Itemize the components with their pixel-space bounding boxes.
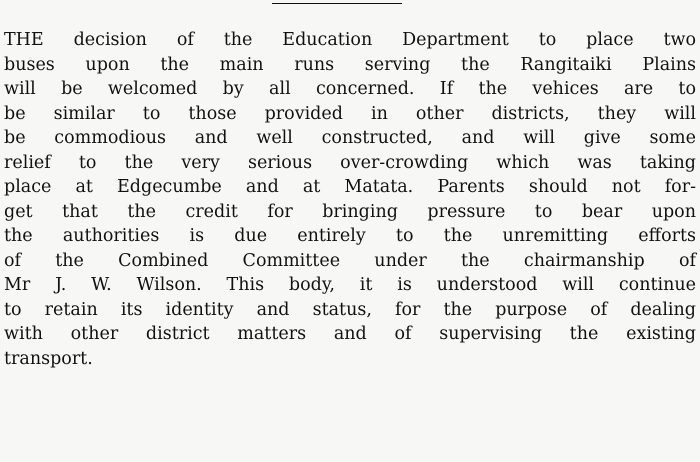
article-line: the authorities is due entirely to the unremitting efforts	[4, 226, 696, 246]
column-rule	[272, 3, 402, 4]
article-line: get that the credit for bringing pressure to bear upon	[4, 201, 696, 222]
article-paragraph	[4, 28, 696, 371]
article-line: will be welcomed by all concerned. If the vehices are to	[4, 79, 696, 99]
article-line: buses upon the main runs serving the Rangitaiki Plains	[4, 54, 696, 75]
article-line: of the Combined Committee under the chairmanship of	[4, 250, 696, 271]
article-line: be similar to those provided in other districts, they will	[4, 103, 696, 124]
article-line: to retain its identity and status, for the purpose of dealing	[4, 299, 696, 320]
article-line: with other district matters and of supervising the existing	[4, 324, 696, 344]
article-line: be commodious and well constructed, and will give some	[4, 128, 696, 148]
article-line: THE decision of the Education Department to place two	[4, 30, 696, 50]
article-line: relief to the very serious over-crowding which was taking	[4, 152, 696, 173]
article-line: transport.	[4, 348, 93, 369]
article-line: place at Edgecumbe and at Matata. Parents should not for-	[4, 177, 696, 197]
article-line: Mr J. W. Wilson. This body, it is understood will continue	[4, 275, 696, 295]
